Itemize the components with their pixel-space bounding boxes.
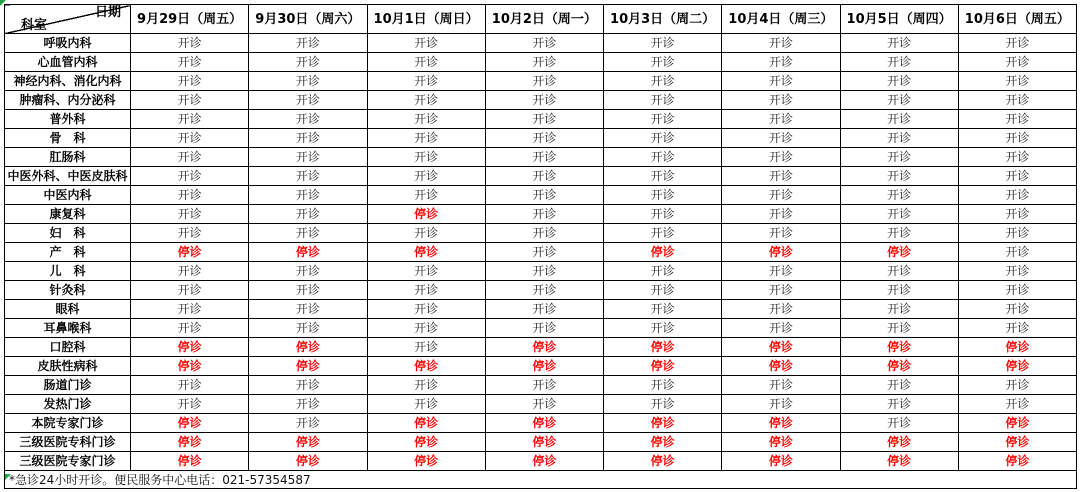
- status-cell: 开诊: [131, 262, 249, 281]
- table-row: [5, 34, 1077, 53]
- department-cell: 普外科: [5, 110, 131, 129]
- status-cell: 停诊: [958, 357, 1076, 376]
- status-cell: 停诊: [958, 414, 1076, 433]
- status-cell: 开诊: [367, 110, 485, 129]
- status-cell: 开诊: [367, 148, 485, 167]
- status-cell: 开诊: [840, 167, 958, 186]
- schedule-body: [5, 34, 1077, 489]
- status-cell: 开诊: [722, 148, 840, 167]
- status-cell: 开诊: [958, 34, 1076, 53]
- table-row: [5, 452, 1077, 471]
- status-cell: 停诊: [722, 338, 840, 357]
- status-cell: 开诊: [604, 110, 722, 129]
- status-cell: 开诊: [958, 91, 1076, 110]
- table-row: [5, 357, 1077, 376]
- status-cell: 停诊: [840, 243, 958, 262]
- status-cell: 开诊: [131, 395, 249, 414]
- column-header: 9月30日（周六）: [249, 5, 367, 34]
- status-cell: 停诊: [367, 357, 485, 376]
- status-cell: 停诊: [131, 433, 249, 452]
- status-cell: 开诊: [131, 72, 249, 91]
- status-cell: 开诊: [722, 224, 840, 243]
- status-cell: 开诊: [958, 262, 1076, 281]
- status-cell: 开诊: [485, 186, 603, 205]
- status-cell: 开诊: [722, 186, 840, 205]
- status-cell: 开诊: [604, 224, 722, 243]
- status-cell: 开诊: [722, 53, 840, 72]
- status-cell: 开诊: [958, 186, 1076, 205]
- status-cell: 停诊: [485, 357, 603, 376]
- status-cell: 开诊: [958, 129, 1076, 148]
- department-cell: 发热门诊: [5, 395, 131, 414]
- status-cell: 开诊: [722, 376, 840, 395]
- status-cell: 开诊: [131, 53, 249, 72]
- table-row: [5, 395, 1077, 414]
- status-cell: 开诊: [367, 91, 485, 110]
- status-cell: 开诊: [485, 395, 603, 414]
- status-cell: 停诊: [367, 433, 485, 452]
- status-cell: 停诊: [958, 452, 1076, 471]
- status-cell: 停诊: [722, 433, 840, 452]
- table-row: [5, 338, 1077, 357]
- department-cell: 骨 科: [5, 129, 131, 148]
- table-row: [5, 186, 1077, 205]
- column-header: 9月29日（周五）: [131, 5, 249, 34]
- status-cell: 开诊: [604, 148, 722, 167]
- table-row: [5, 319, 1077, 338]
- department-cell: 口腔科: [5, 338, 131, 357]
- table-row: [5, 300, 1077, 319]
- table-row: [5, 224, 1077, 243]
- status-cell: 开诊: [367, 281, 485, 300]
- table-row: [5, 243, 1077, 262]
- status-cell: 开诊: [249, 281, 367, 300]
- status-cell: 停诊: [722, 243, 840, 262]
- status-cell: 开诊: [367, 34, 485, 53]
- status-cell: 停诊: [249, 452, 367, 471]
- status-cell: 开诊: [840, 281, 958, 300]
- status-cell: 开诊: [958, 319, 1076, 338]
- table-row: [5, 53, 1077, 72]
- status-cell: 开诊: [840, 300, 958, 319]
- status-cell: 开诊: [485, 167, 603, 186]
- department-cell: 本院专家门诊: [5, 414, 131, 433]
- status-cell: 开诊: [249, 34, 367, 53]
- status-cell: 停诊: [604, 452, 722, 471]
- status-cell: 停诊: [131, 338, 249, 357]
- status-cell: 开诊: [485, 91, 603, 110]
- status-cell: 开诊: [131, 186, 249, 205]
- status-cell: 开诊: [840, 34, 958, 53]
- corner-header-cell: [5, 5, 131, 34]
- status-cell: 开诊: [249, 395, 367, 414]
- status-cell: 开诊: [131, 167, 249, 186]
- status-cell: 开诊: [485, 129, 603, 148]
- table-row: [5, 110, 1077, 129]
- status-cell: 开诊: [485, 224, 603, 243]
- status-cell: 开诊: [958, 281, 1076, 300]
- status-cell: 停诊: [840, 338, 958, 357]
- status-cell: 开诊: [604, 281, 722, 300]
- department-cell: 呼吸内科: [5, 34, 131, 53]
- status-cell: 开诊: [367, 395, 485, 414]
- department-cell: 肠道门诊: [5, 376, 131, 395]
- status-cell: 停诊: [722, 452, 840, 471]
- status-cell: 开诊: [840, 262, 958, 281]
- status-cell: 停诊: [722, 414, 840, 433]
- table-row: [5, 414, 1077, 433]
- department-cell: 三级医院专家门诊: [5, 452, 131, 471]
- header-row: [5, 5, 1077, 34]
- status-cell: 停诊: [367, 243, 485, 262]
- table-row: [5, 167, 1077, 186]
- status-cell: 开诊: [249, 129, 367, 148]
- schedule-sheet: [4, 4, 1077, 489]
- department-cell: 皮肤性病科: [5, 357, 131, 376]
- status-cell: 停诊: [131, 357, 249, 376]
- schedule-table: [4, 4, 1077, 489]
- status-cell: 开诊: [840, 186, 958, 205]
- status-cell: 开诊: [604, 319, 722, 338]
- status-cell: 停诊: [604, 243, 722, 262]
- status-cell: 开诊: [840, 376, 958, 395]
- status-cell: 开诊: [367, 319, 485, 338]
- status-cell: 开诊: [367, 167, 485, 186]
- status-cell: 开诊: [131, 148, 249, 167]
- status-cell: 开诊: [604, 91, 722, 110]
- department-cell: 儿 科: [5, 262, 131, 281]
- table-row: [5, 129, 1077, 148]
- table-row: [5, 72, 1077, 91]
- status-cell: 开诊: [367, 53, 485, 72]
- status-cell: 开诊: [958, 72, 1076, 91]
- status-cell: 开诊: [485, 319, 603, 338]
- status-cell: 开诊: [249, 91, 367, 110]
- status-cell: 开诊: [840, 148, 958, 167]
- status-cell: 停诊: [367, 452, 485, 471]
- status-cell: 开诊: [722, 205, 840, 224]
- table-row: [5, 433, 1077, 452]
- column-header: 10月2日（周一）: [485, 5, 603, 34]
- status-cell: 开诊: [722, 91, 840, 110]
- status-cell: 开诊: [604, 300, 722, 319]
- status-cell: 开诊: [485, 281, 603, 300]
- table-row: [5, 148, 1077, 167]
- status-cell: 开诊: [485, 148, 603, 167]
- department-cell: 康复科: [5, 205, 131, 224]
- department-cell: 产 科: [5, 243, 131, 262]
- status-cell: 开诊: [958, 243, 1076, 262]
- status-cell: 开诊: [604, 53, 722, 72]
- status-cell: 开诊: [722, 34, 840, 53]
- status-cell: 开诊: [249, 300, 367, 319]
- status-cell: 开诊: [249, 148, 367, 167]
- status-cell: 开诊: [485, 262, 603, 281]
- status-cell: 停诊: [604, 357, 722, 376]
- status-cell: 停诊: [131, 452, 249, 471]
- department-cell: 三级医院专科门诊: [5, 433, 131, 452]
- status-cell: 开诊: [131, 300, 249, 319]
- status-cell: 停诊: [131, 243, 249, 262]
- status-cell: 开诊: [840, 129, 958, 148]
- department-cell: 肛肠科: [5, 148, 131, 167]
- status-cell: 开诊: [722, 319, 840, 338]
- table-row: [5, 262, 1077, 281]
- status-cell: 开诊: [958, 167, 1076, 186]
- status-cell: 开诊: [840, 91, 958, 110]
- status-cell: 开诊: [604, 395, 722, 414]
- status-cell: 开诊: [367, 224, 485, 243]
- corner-dept-label: 科室: [21, 18, 48, 33]
- status-cell: 开诊: [604, 186, 722, 205]
- status-cell: 停诊: [485, 338, 603, 357]
- status-cell: 开诊: [249, 186, 367, 205]
- status-cell: 停诊: [249, 338, 367, 357]
- status-cell: 停诊: [840, 452, 958, 471]
- status-cell: 开诊: [958, 53, 1076, 72]
- status-cell: 开诊: [485, 110, 603, 129]
- status-cell: 停诊: [604, 338, 722, 357]
- department-cell: 肿瘤科、内分泌科: [5, 91, 131, 110]
- department-cell: 心血管内科: [5, 53, 131, 72]
- column-header: 10月3日（周二）: [604, 5, 722, 34]
- status-cell: 开诊: [485, 300, 603, 319]
- status-cell: 开诊: [485, 205, 603, 224]
- status-cell: 开诊: [131, 319, 249, 338]
- status-cell: 开诊: [249, 414, 367, 433]
- column-header: 10月4日（周三）: [722, 5, 840, 34]
- status-cell: 开诊: [722, 72, 840, 91]
- status-cell: 开诊: [249, 72, 367, 91]
- status-cell: 开诊: [958, 376, 1076, 395]
- status-cell: 停诊: [485, 452, 603, 471]
- status-cell: 开诊: [840, 110, 958, 129]
- status-cell: 开诊: [485, 243, 603, 262]
- status-cell: 开诊: [485, 376, 603, 395]
- column-header: 10月5日（周四）: [840, 5, 958, 34]
- status-cell: 开诊: [249, 224, 367, 243]
- status-cell: 开诊: [722, 281, 840, 300]
- department-cell: 神经内科、消化内科: [5, 72, 131, 91]
- corner-date-label: 日期: [94, 5, 121, 20]
- status-cell: 开诊: [722, 395, 840, 414]
- status-cell: 开诊: [367, 129, 485, 148]
- status-cell: 停诊: [722, 357, 840, 376]
- status-cell: 开诊: [131, 281, 249, 300]
- status-cell: 停诊: [840, 433, 958, 452]
- status-cell: 停诊: [249, 357, 367, 376]
- status-cell: 开诊: [485, 72, 603, 91]
- department-cell: 眼科: [5, 300, 131, 319]
- department-cell: 耳鼻喉科: [5, 319, 131, 338]
- status-cell: 开诊: [722, 262, 840, 281]
- column-header: 10月1日（周日）: [367, 5, 485, 34]
- error-marker-icon: [5, 474, 11, 480]
- status-cell: 开诊: [722, 300, 840, 319]
- table-row: [5, 205, 1077, 224]
- status-cell: 停诊: [485, 433, 603, 452]
- status-cell: 停诊: [840, 357, 958, 376]
- status-cell: 开诊: [604, 129, 722, 148]
- status-cell: 开诊: [131, 110, 249, 129]
- table-row: [5, 376, 1077, 395]
- status-cell: 开诊: [840, 224, 958, 243]
- status-cell: 开诊: [485, 53, 603, 72]
- status-cell: 开诊: [604, 205, 722, 224]
- status-cell: 停诊: [367, 414, 485, 433]
- status-cell: 开诊: [367, 300, 485, 319]
- status-cell: 停诊: [485, 414, 603, 433]
- status-cell: 开诊: [840, 72, 958, 91]
- status-cell: 停诊: [249, 433, 367, 452]
- status-cell: 开诊: [249, 167, 367, 186]
- status-cell: 开诊: [131, 34, 249, 53]
- status-cell: 开诊: [249, 110, 367, 129]
- column-header: 10月6日（周五）: [958, 5, 1076, 34]
- status-cell: 停诊: [958, 338, 1076, 357]
- status-cell: 停诊: [604, 414, 722, 433]
- status-cell: 开诊: [249, 53, 367, 72]
- error-marker-icon: [0, 0, 6, 6]
- status-cell: 开诊: [722, 129, 840, 148]
- status-cell: 开诊: [249, 205, 367, 224]
- table-row: [5, 281, 1077, 300]
- status-cell: 开诊: [958, 110, 1076, 129]
- department-cell: 针灸科: [5, 281, 131, 300]
- status-cell: 开诊: [367, 338, 485, 357]
- status-cell: 开诊: [249, 262, 367, 281]
- status-cell: 停诊: [604, 433, 722, 452]
- status-cell: 开诊: [958, 300, 1076, 319]
- status-cell: 开诊: [367, 376, 485, 395]
- department-cell: 中医外科、中医皮肤科: [5, 167, 131, 186]
- status-cell: 开诊: [131, 224, 249, 243]
- status-cell: 开诊: [367, 72, 485, 91]
- status-cell: 停诊: [249, 243, 367, 262]
- footnote-row: [5, 471, 1077, 489]
- status-cell: 开诊: [485, 34, 603, 53]
- status-cell: 开诊: [604, 262, 722, 281]
- status-cell: 开诊: [840, 395, 958, 414]
- status-cell: 停诊: [958, 433, 1076, 452]
- status-cell: 开诊: [958, 148, 1076, 167]
- status-cell: 开诊: [131, 91, 249, 110]
- status-cell: 开诊: [722, 110, 840, 129]
- status-cell: 停诊: [367, 205, 485, 224]
- status-cell: 开诊: [958, 395, 1076, 414]
- status-cell: 开诊: [958, 205, 1076, 224]
- status-cell: 开诊: [958, 224, 1076, 243]
- status-cell: 开诊: [840, 53, 958, 72]
- status-cell: 开诊: [249, 376, 367, 395]
- department-cell: 妇 科: [5, 224, 131, 243]
- status-cell: 开诊: [840, 205, 958, 224]
- department-cell: 中医内科: [5, 186, 131, 205]
- status-cell: 开诊: [604, 167, 722, 186]
- status-cell: 开诊: [131, 129, 249, 148]
- status-cell: 开诊: [604, 376, 722, 395]
- status-cell: 开诊: [840, 319, 958, 338]
- status-cell: 开诊: [840, 414, 958, 433]
- status-cell: 开诊: [367, 186, 485, 205]
- status-cell: 开诊: [604, 72, 722, 91]
- status-cell: 开诊: [249, 319, 367, 338]
- status-cell: 开诊: [131, 376, 249, 395]
- status-cell: 开诊: [131, 205, 249, 224]
- table-row: [5, 91, 1077, 110]
- status-cell: 开诊: [604, 34, 722, 53]
- status-cell: 开诊: [367, 262, 485, 281]
- status-cell: 停诊: [131, 414, 249, 433]
- status-cell: 开诊: [722, 167, 840, 186]
- footnote-text: *急诊24小时开诊。便民服务中心电话：021-57354587: [5, 471, 1077, 489]
